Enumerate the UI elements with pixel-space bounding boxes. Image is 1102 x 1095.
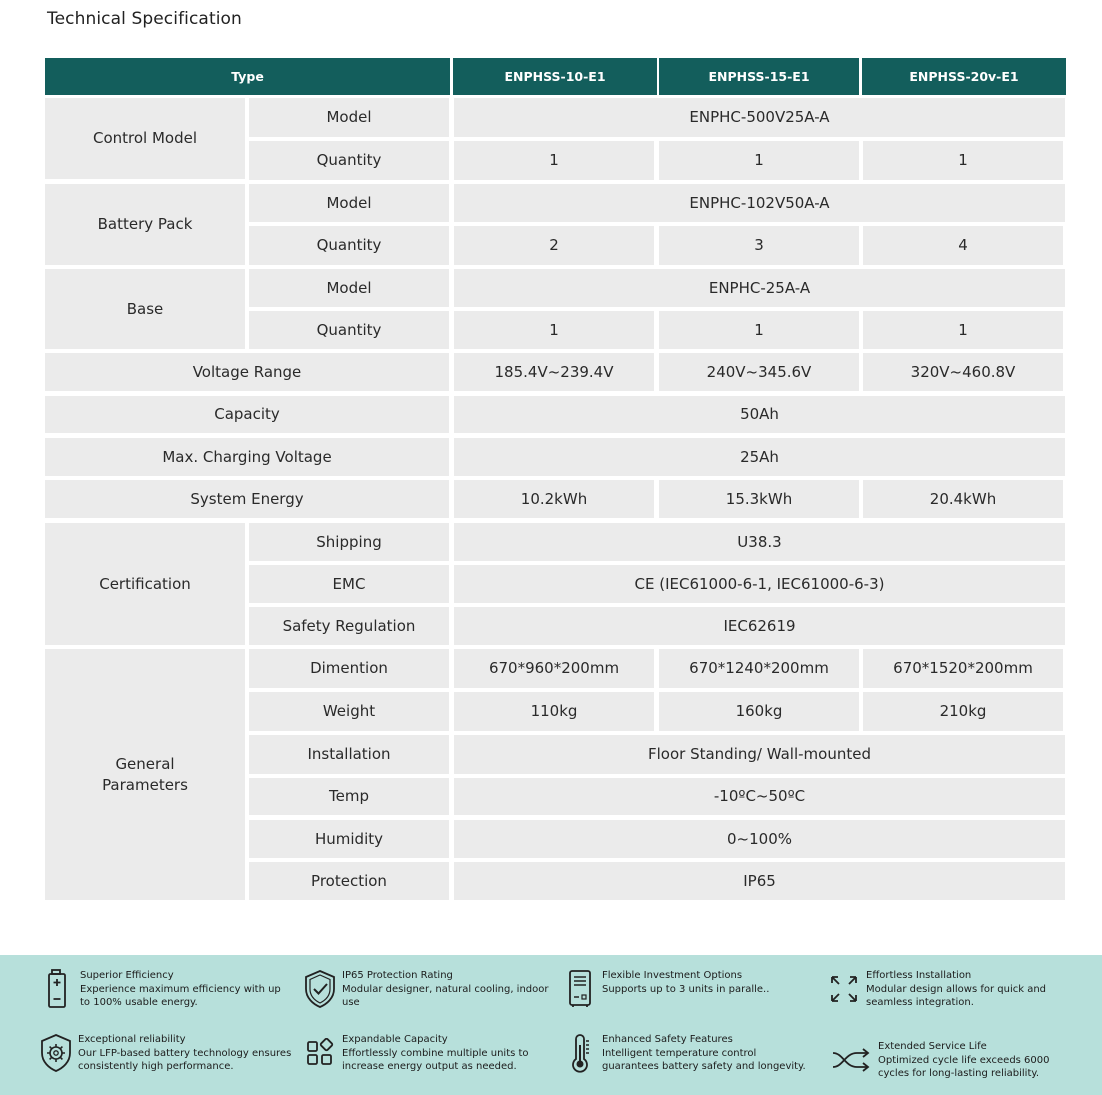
table-cell: 320V~460.8V — [863, 353, 1063, 391]
safety-value: IEC62619 — [454, 607, 1065, 645]
shield-check-icon — [302, 969, 338, 1009]
group-label-battery: Battery Pack — [45, 184, 245, 265]
table-cell: 20.4kWh — [863, 480, 1063, 518]
table-cell: 670*960*200mm — [454, 649, 654, 688]
cabinet-icon — [562, 969, 598, 1009]
cycle-arrows-icon — [830, 1040, 874, 1080]
battery-icon — [40, 969, 76, 1009]
feature-item — [40, 969, 281, 1010]
row-label: Weight — [249, 692, 449, 731]
header-model-1: ENPHSS-10-E1 — [453, 58, 657, 95]
feature-title: Expandable Capacity — [342, 1034, 448, 1045]
table-cell: 240V~345.6V — [659, 353, 859, 391]
feature-desc: increase energy output as needed. — [342, 1061, 517, 1072]
table-cell: 670*1240*200mm — [659, 649, 859, 688]
control-model-value: ENPHC-500V25A-A — [454, 98, 1065, 137]
table-cell: 1 — [454, 141, 654, 180]
row-label: Model — [249, 98, 449, 137]
page-title: Technical Specification — [47, 9, 242, 29]
header-model-3: ENPHSS-20v-E1 — [862, 58, 1066, 95]
table-cell: 670*1520*200mm — [863, 649, 1063, 688]
feature-desc: cycles for long-lasting reliability. — [878, 1068, 1040, 1079]
feature-item — [562, 969, 769, 1009]
feature-item — [830, 1040, 1050, 1081]
table-cell: 1 — [863, 311, 1063, 349]
base-model-value: ENPHC-25A-A — [454, 269, 1065, 307]
expand-arrows-icon — [826, 969, 862, 1009]
group-label-certification: Certification — [45, 523, 245, 645]
thermometer-icon — [562, 1033, 598, 1073]
table-cell: 4 — [863, 226, 1063, 265]
group-label-general — [45, 649, 245, 900]
modules-icon — [302, 1033, 338, 1073]
row-label: Shipping — [249, 523, 449, 561]
feature-desc: Intelligent temperature control — [602, 1047, 757, 1059]
table-cell: 3 — [659, 226, 859, 265]
feature-desc: Optimized cycle life exceeds 6000 — [878, 1054, 1050, 1066]
table-cell: 185.4V~239.4V — [454, 353, 654, 391]
row-label: Temp — [249, 778, 449, 815]
temp-value: -10ºC~50ºC — [454, 778, 1065, 815]
table-cell: 1 — [454, 311, 654, 349]
row-label: Dimention — [249, 649, 449, 688]
table-cell: 160kg — [659, 692, 859, 731]
feature-title: Effortless Installation — [866, 970, 972, 981]
row-label: Model — [249, 269, 449, 307]
feature-title: IP65 Protection Rating — [342, 970, 453, 981]
row-label: Quantity — [249, 226, 449, 265]
shipping-value: U38.3 — [454, 523, 1065, 561]
feature-desc: seamless integration. — [866, 997, 974, 1008]
capacity-value: 50Ah — [454, 396, 1065, 433]
table-cell: 1 — [863, 141, 1063, 180]
feature-title: Superior Efficiency — [80, 970, 174, 981]
feature-desc: to 100% usable energy. — [80, 997, 198, 1008]
group-label-general-line2: Parameters — [102, 775, 188, 794]
shield-gear-icon — [38, 1033, 74, 1073]
feature-desc: guarantees battery safety and longevity. — [602, 1061, 806, 1072]
feature-item — [302, 1033, 529, 1074]
table-cell: 1 — [659, 141, 859, 180]
table-cell: 10.2kWh — [454, 480, 654, 518]
row-label: Voltage Range — [45, 353, 449, 391]
row-label: EMC — [249, 565, 449, 603]
table-cell: 2 — [454, 226, 654, 265]
row-label: Quantity — [249, 311, 449, 349]
feature-title: Flexible Investment Options — [602, 970, 743, 981]
row-label: Protection — [249, 862, 449, 900]
feature-title: Exceptional reliability — [78, 1034, 186, 1045]
table-cell: 210kg — [863, 692, 1063, 731]
feature-desc: consistently high performance. — [78, 1061, 234, 1072]
max-charging-voltage-value: 25Ah — [454, 438, 1065, 476]
feature-desc: Supports up to 3 units in paralle.. — [602, 983, 770, 995]
header-type: Type — [45, 58, 450, 95]
row-label: System Energy — [45, 480, 449, 518]
features-band — [0, 955, 1102, 1095]
table-cell: 110kg — [454, 692, 654, 731]
table-cell: 15.3kWh — [659, 480, 859, 518]
protection-value: IP65 — [454, 862, 1065, 900]
table-cell: 1 — [659, 311, 859, 349]
installation-value: Floor Standing/ Wall-mounted — [454, 735, 1065, 774]
row-label: Humidity — [249, 820, 449, 858]
row-label: Capacity — [45, 396, 449, 433]
header-model-2: ENPHSS-15-E1 — [659, 58, 859, 95]
group-label-general-line1: General — [115, 755, 175, 774]
emc-value: CE (IEC61000-6-1, IEC61000-6-3) — [454, 565, 1065, 603]
feature-desc: use — [342, 997, 360, 1008]
row-label: Max. Charging Voltage — [45, 438, 449, 476]
feature-desc: Modular design allows for quick and — [866, 983, 1047, 995]
feature-item — [302, 969, 549, 1010]
row-label: Quantity — [249, 141, 449, 180]
feature-desc: Effortlessly combine multiple units to — [342, 1047, 529, 1059]
feature-title: Enhanced Safety Features — [602, 1034, 733, 1045]
feature-item — [38, 1033, 291, 1074]
feature-desc: Modular designer, natural cooling, indoor — [342, 983, 549, 995]
row-label: Installation — [249, 735, 449, 774]
group-label-control: Control Model — [45, 98, 245, 179]
group-label-base: Base — [45, 269, 245, 349]
feature-item — [562, 1033, 806, 1074]
humidity-value: 0~100% — [454, 820, 1065, 858]
row-label: Safety Regulation — [249, 607, 449, 645]
feature-desc: Experience maximum efficiency with up — [80, 983, 281, 995]
feature-desc: Our LFP-based battery technology ensures — [78, 1047, 292, 1059]
feature-title: Extended Service Life — [878, 1041, 987, 1052]
feature-item — [826, 969, 1046, 1010]
row-label: Model — [249, 184, 449, 222]
battery-model-value: ENPHC-102V50A-A — [454, 184, 1065, 222]
